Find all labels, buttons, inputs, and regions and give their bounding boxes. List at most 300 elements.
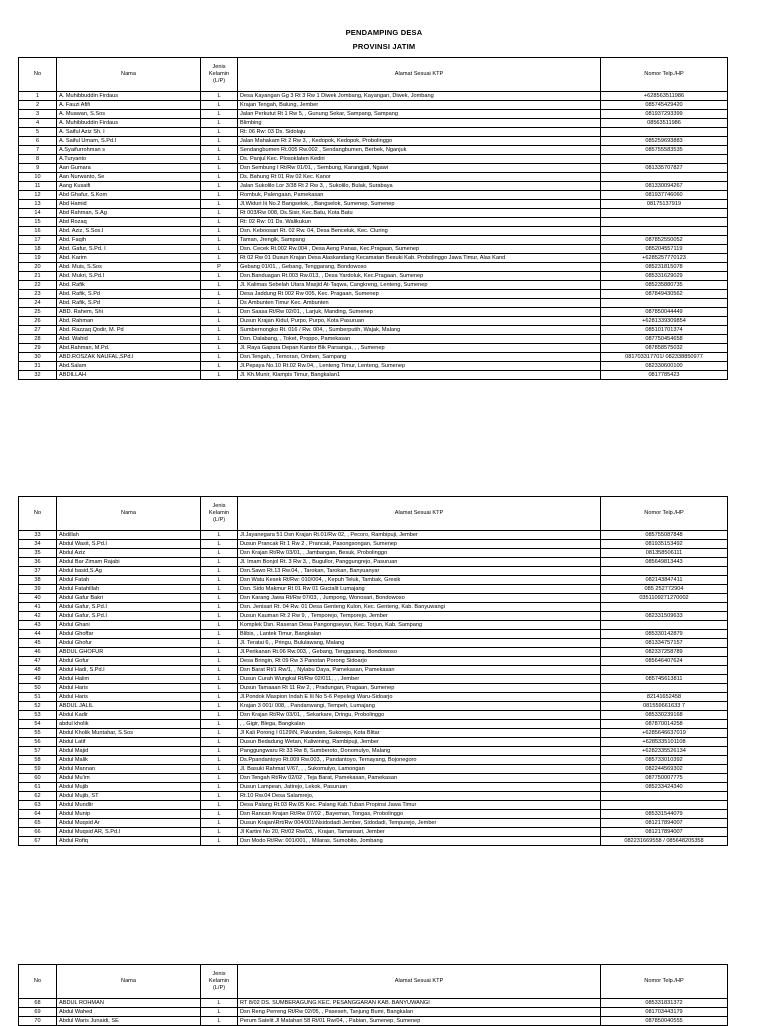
cell-nama: Abdul Mu'im — [57, 774, 201, 783]
cell-no: 7 — [19, 146, 57, 155]
cell-no: 22 — [19, 281, 57, 290]
table-row — [19, 128, 728, 137]
cell-nama: Abdul Fatah — [57, 576, 201, 585]
table-row — [19, 209, 728, 218]
cell-jenis-kelamin: L — [201, 119, 238, 128]
cell-telp: +6285257770123 — [601, 254, 728, 263]
cell-alamat: Blimbing — [238, 119, 601, 128]
cell-no: 51 — [19, 693, 57, 702]
cell-nama: A. Muawan, S.Sos — [57, 110, 201, 119]
cell-alamat: Dsn Barat Rt/1 Rw/1, , Nylabu Daya, Pamekasan, Pamekasan — [238, 666, 601, 675]
table-row — [19, 675, 728, 684]
cell-telp: 085733010392 — [601, 756, 728, 765]
cell-telp — [601, 218, 728, 227]
cell-telp: 081334757157 — [601, 639, 728, 648]
table-row — [19, 245, 728, 254]
cell-alamat: Jl.Jayanegara 51 Dsn Krajan Rt.01/Rw 02, , Pecoro, Rambipuji, Jember — [238, 531, 601, 540]
cell-jenis-kelamin: L — [201, 783, 238, 792]
cell-jenis-kelamin: L — [201, 200, 238, 209]
cell-alamat: Dusun Kauman Rt 2 Rw 9, , Temporejo, Temporejo, Jember — [238, 612, 601, 621]
cell-nama: ABD. Rahem, Shi — [57, 308, 201, 317]
cell-nama: Abdul Mundlir — [57, 801, 201, 810]
cell-telp: 085233424340 — [601, 783, 728, 792]
cell-nama: Abdul Wasit, S.Pd.I — [57, 540, 201, 549]
cell-telp: 087858575032 — [601, 344, 728, 353]
cell-telp: 085 252772904 — [601, 585, 728, 594]
cell-jenis-kelamin: L — [201, 828, 238, 837]
cell-alamat: Jalan Perkutut Rt 1 Rw 5, , Gunung Sekar, Sampang, Sampang — [238, 110, 601, 119]
cell-alamat: Dsn.Tengah, , Temoran, Omben, Sampang — [238, 353, 601, 362]
cell-alamat: Rt: 06 Rw: 03 Ds. Sidolaju — [238, 128, 601, 137]
cell-jenis-kelamin: L — [201, 765, 238, 774]
cell-no: 26 — [19, 317, 57, 326]
cell-telp: 087750454658 — [601, 335, 728, 344]
doc-title-line-2: PROVINSI JATIM — [352, 42, 416, 51]
table-row — [19, 765, 728, 774]
cell-alamat: Dsn Rancan Krajan Rt/Rw 07/02 , Bayeman, Tongas, Probolinggo — [238, 810, 601, 819]
cell-no: 57 — [19, 747, 57, 756]
cell-jenis-kelamin: L — [201, 594, 238, 603]
cell-telp: 082331509633 — [601, 612, 728, 621]
cell-telp — [601, 567, 728, 576]
table-row — [19, 738, 728, 747]
cell-no: 64 — [19, 810, 57, 819]
cell-jenis-kelamin: L — [201, 999, 238, 1008]
cell-alamat: Dsn Saasa Rt/Rw 02/01, , Larjuk, Manding, Sumenep — [238, 308, 601, 317]
cell-nama: Aang Kusaifi — [57, 182, 201, 191]
table-row — [19, 326, 728, 335]
cell-alamat: Sendangbumen Rt.005 Rw.002 , Sendangbumen, Berbek, Nganjuk — [238, 146, 601, 155]
cell-nama: Abdul Ghani — [57, 621, 201, 630]
cell-alamat: , , Gigir, Blega, Bangkalan — [238, 720, 601, 729]
data-table-1 — [18, 57, 728, 380]
cell-jenis-kelamin: L — [201, 819, 238, 828]
cell-telp: 081217894007 — [601, 828, 728, 837]
cell-nama: Abdul Bar Zimam Rajabi — [57, 558, 201, 567]
cell-jenis-kelamin: L — [201, 720, 238, 729]
table-row — [19, 792, 728, 801]
cell-no: 56 — [19, 738, 57, 747]
cell-no: 32 — [19, 371, 57, 380]
cell-no: 70 — [19, 1017, 57, 1026]
cell-telp: 082337258789 — [601, 648, 728, 657]
cell-alamat: Taman, Jrengik, Sampang — [238, 236, 601, 245]
table-row — [19, 146, 728, 155]
cell-jenis-kelamin: L — [201, 362, 238, 371]
cell-jenis-kelamin: L — [201, 335, 238, 344]
cell-telp: 081330094267 — [601, 182, 728, 191]
cell-nama: Abd. Rafik — [57, 281, 201, 290]
cell-alamat: Dsn.Banduagan Rt.003 Rw.013, , Desa Yardoluk, Kec.Pragaan, Sumenep — [238, 272, 601, 281]
table-row — [19, 362, 728, 371]
table-row — [19, 999, 728, 1008]
cell-no: 10 — [19, 173, 57, 182]
cell-no: 63 — [19, 801, 57, 810]
cell-alamat: Dusun Bedadung Wetan, Kaliwining, Rambipuji, Jember — [238, 738, 601, 747]
cell-telp — [601, 155, 728, 164]
cell-nama: Abdul Kholik Muntahar, S.Sos — [57, 729, 201, 738]
table-row — [19, 263, 728, 272]
cell-telp — [601, 209, 728, 218]
table-row — [19, 594, 728, 603]
cell-alamat: Rt 003/Rw 008, Ds.Sisir, Kec.Batu, Kota Batu — [238, 209, 601, 218]
header-telp: Nomor Telp./HP — [601, 58, 728, 92]
cell-no: 8 — [19, 155, 57, 164]
cell-nama: Abd. Muis, S.Sos — [57, 263, 201, 272]
cell-jenis-kelamin: L — [201, 290, 238, 299]
cell-alamat: Dsn Sembung I Rt/Rw 01/01, , Sembung, Karangjati, Ngawi — [238, 164, 601, 173]
cell-telp — [601, 128, 728, 137]
cell-jenis-kelamin: L — [201, 639, 238, 648]
table-row — [19, 630, 728, 639]
cell-alamat: Jl.Pepaya No.10 Rt.02 Rw.04, , Lenteng Timur, Lenteng, Sumenep — [238, 362, 601, 371]
cell-jenis-kelamin: L — [201, 344, 238, 353]
cell-telp: 085330239168 — [601, 711, 728, 720]
cell-jenis-kelamin: L — [201, 666, 238, 675]
cell-alamat: Rombuk, Palengaan, Pamekasan — [238, 191, 601, 200]
cell-nama: Abd Rahman, S.Ag — [57, 209, 201, 218]
cell-telp: 081358506111 — [601, 549, 728, 558]
cell-alamat: Jl. Imam Bonjol Rt. 3 Rw 3, , Bugullor, Panggungrejo, Pasuruan — [238, 558, 601, 567]
cell-alamat: Jl.Perikanan Rt.06 Rw.003, , Gebang, Tenggarang, Bondowoso — [238, 648, 601, 657]
cell-nama: Abdul Haris — [57, 693, 201, 702]
cell-no: 33 — [19, 531, 57, 540]
cell-no: 16 — [19, 227, 57, 236]
cell-alamat: Rt.10 Rw.04 Desa Salamrejo, — [238, 792, 601, 801]
cell-jenis-kelamin: L — [201, 245, 238, 254]
table-row — [19, 720, 728, 729]
cell-alamat: Krajan 3 001/ 008, , Pandanwangi, Tempeh, Lumajang — [238, 702, 601, 711]
cell-no: 30 — [19, 353, 57, 362]
cell-nama: Abdul Halim — [57, 675, 201, 684]
header-jenis-kelamin: Jenis Kelamin (L/P) — [201, 965, 238, 999]
cell-alamat: Ds. Bahung Rt 01 Rw 02 Kec. Kanor — [238, 173, 601, 182]
cell-alamat: Krajan Tengah, Balung, Jember — [238, 101, 601, 110]
cell-no: 17 — [19, 236, 57, 245]
cell-no: 18 — [19, 245, 57, 254]
cell-telp — [601, 684, 728, 693]
table-row — [19, 531, 728, 540]
cell-nama: Abdul Waris Junaidi, SE — [57, 1017, 201, 1026]
cell-jenis-kelamin: L — [201, 540, 238, 549]
cell-nama: A. Fauzi Afifi — [57, 101, 201, 110]
cell-jenis-kelamin: L — [201, 308, 238, 317]
cell-jenis-kelamin: L — [201, 702, 238, 711]
cell-no: 21 — [19, 272, 57, 281]
cell-jenis-kelamin: L — [201, 657, 238, 666]
table-row — [19, 119, 728, 128]
cell-nama: Abd. Wahid — [57, 335, 201, 344]
cell-no: 9 — [19, 164, 57, 173]
table-row — [19, 810, 728, 819]
cell-nama: ABDILLAH — [57, 371, 201, 380]
cell-jenis-kelamin: L — [201, 128, 238, 137]
cell-jenis-kelamin: L — [201, 576, 238, 585]
cell-alamat: Dsn Krajan Rt/Rw 03/01, , Jambangan, Besuk, Probolinggo — [238, 549, 601, 558]
table-row — [19, 227, 728, 236]
table-row — [19, 155, 728, 164]
cell-nama: Aan Gumara — [57, 164, 201, 173]
cell-telp: +6281339309854 — [601, 317, 728, 326]
cell-telp: 085259693883 — [601, 137, 728, 146]
cell-jenis-kelamin: L — [201, 137, 238, 146]
cell-telp: 087852550052 — [601, 236, 728, 245]
cell-jenis-kelamin: L — [201, 173, 238, 182]
table-row — [19, 110, 728, 119]
cell-nama: Abdul Mannan — [57, 765, 201, 774]
table-row — [19, 236, 728, 245]
cell-alamat: Dusun Tamaaan Rt 11 Rw 2, , Pradungan, Pragaan, Sumenep — [238, 684, 601, 693]
cell-nama: Abdul Rofiq — [57, 837, 201, 846]
table-row — [19, 218, 728, 227]
cell-alamat: Dsn. Dalabang, , Toket, Proppo, Pamekasan — [238, 335, 601, 344]
cell-nama: Abdul Hadi, S.Pd.I — [57, 666, 201, 675]
cell-nama: Abdul Kadir — [57, 711, 201, 720]
table-row — [19, 558, 728, 567]
cell-no: 42 — [19, 612, 57, 621]
cell-alamat: Jl. Kalimas Sebelah Utara Masjid At-Taqwa, Cangkreng, Lenteng, Sumenep — [238, 281, 601, 290]
cell-jenis-kelamin: L — [201, 531, 238, 540]
cell-nama: Abdul Haris — [57, 684, 201, 693]
cell-no: 61 — [19, 783, 57, 792]
table-row — [19, 182, 728, 191]
cell-nama: Abdul Muqsid AR, S.Pd.I — [57, 828, 201, 837]
cell-telp — [601, 299, 728, 308]
table-row — [19, 828, 728, 837]
cell-no: 54 — [19, 720, 57, 729]
cell-no: 59 — [19, 765, 57, 774]
cell-telp — [601, 603, 728, 612]
cell-alamat: RT 8/02 DS. SUMBERAGUNG KEC. PESANGGARAN KAB. BANYUWANGI — [238, 999, 601, 1008]
cell-no: 31 — [19, 362, 57, 371]
cell-alamat: Jl Kali Porong I 0129\N, Pakunden, Sukorejo, Kota Blitar — [238, 729, 601, 738]
cell-telp: 085204557119 — [601, 245, 728, 254]
cell-telp: 081937293399 — [601, 110, 728, 119]
table-header-row — [19, 497, 728, 531]
cell-alamat: Ds.Ppandantoyo Rt.009 Rw.003, , Pandantoyo, Ternayang, Bojonegoro — [238, 756, 601, 765]
table-row — [19, 621, 728, 630]
table-row — [19, 684, 728, 693]
header-no: No — [19, 58, 57, 92]
cell-telp: 08175137919 — [601, 200, 728, 209]
cell-no: 34 — [19, 540, 57, 549]
cell-nama: Abd.Rahman, M.Pd. — [57, 344, 201, 353]
cell-nama: Abdillah — [57, 531, 201, 540]
cell-no: 15 — [19, 218, 57, 227]
cell-nama: Abd. Razzaq Qodir, M. Pd — [57, 326, 201, 335]
cell-telp — [601, 227, 728, 236]
cell-jenis-kelamin: L — [201, 281, 238, 290]
cell-jenis-kelamin: L — [201, 110, 238, 119]
cell-no: 43 — [19, 621, 57, 630]
cell-telp: 0817785423 — [601, 371, 728, 380]
header-nama: Nama — [57, 965, 201, 999]
cell-telp: 087870014258 — [601, 720, 728, 729]
cell-nama: Abdul basid,S.Ag — [57, 567, 201, 576]
cell-alamat: Dsn Karang Jawa Rt/Rw 07/03, , Jumpong, Wonosari, Bondowoso — [238, 594, 601, 603]
cell-alamat: Blibis, , Lantek Timur, Bangkalan — [238, 630, 601, 639]
cell-telp: 08563511986 — [601, 119, 728, 128]
cell-no: 24 — [19, 299, 57, 308]
cell-telp: 082231669558 / 085648205358 — [601, 837, 728, 846]
cell-jenis-kelamin: L — [201, 738, 238, 747]
cell-no: 2 — [19, 101, 57, 110]
cell-nama: Abdul Ghoffar — [57, 630, 201, 639]
table-row — [19, 92, 728, 101]
cell-jenis-kelamin: L — [201, 164, 238, 173]
table-row — [19, 308, 728, 317]
cell-alamat: Jl. Basuki Rahmat V/67, , , Sukomulyo, Lamongan — [238, 765, 601, 774]
cell-no: 69 — [19, 1008, 57, 1017]
table-row — [19, 639, 728, 648]
cell-alamat: Dusun Curah Wungkal Rt/Rw 02/011, , , Jember — [238, 675, 601, 684]
cell-no: 53 — [19, 711, 57, 720]
cell-no: 5 — [19, 128, 57, 137]
cell-telp: 087850040555 — [601, 1017, 728, 1026]
cell-telp: 0351109271270002 — [601, 594, 728, 603]
table-row — [19, 603, 728, 612]
cell-no: 1 — [19, 92, 57, 101]
table-row — [19, 254, 728, 263]
table-row — [19, 299, 728, 308]
cell-no: 44 — [19, 630, 57, 639]
cell-no: 19 — [19, 254, 57, 263]
cell-alamat: Jl. Kh.Munir, Klampis Timur, Bangkalan1 — [238, 371, 601, 380]
header-jenis-kelamin: Jenis Kelamin (L/P) — [201, 58, 238, 92]
cell-jenis-kelamin: L — [201, 648, 238, 657]
cell-jenis-kelamin: L — [201, 371, 238, 380]
cell-jenis-kelamin: L — [201, 630, 238, 639]
table-row — [19, 191, 728, 200]
cell-nama: ABDUL ROHMAN — [57, 999, 201, 1008]
cell-nama: A. Muhibbuddin Firdaus — [57, 119, 201, 128]
cell-telp: 085231815078 — [601, 263, 728, 272]
cell-telp: 085330142879 — [601, 630, 728, 639]
cell-telp: 087750007775 — [601, 774, 728, 783]
cell-no: 47 — [19, 657, 57, 666]
data-table-2 — [18, 496, 728, 846]
table-row — [19, 666, 728, 675]
cell-jenis-kelamin: L — [201, 756, 238, 765]
cell-nama: Abd. Gafur, S.Pd. I — [57, 245, 201, 254]
header-telp: Nomor Telp./HP — [601, 965, 728, 999]
cell-alamat: Dsn. Sido Makmur Rt 01 Rw 01 Gucialit Lumajang — [238, 585, 601, 594]
cell-nama: Abd. Rafik, S.Pd — [57, 299, 201, 308]
cell-telp: 085235880735 — [601, 281, 728, 290]
table-row — [19, 353, 728, 362]
cell-no: 52 — [19, 702, 57, 711]
cell-nama: Abdul Ghofur — [57, 639, 201, 648]
cell-nama: Abdul Wahed — [57, 1008, 201, 1017]
cell-alamat: Dsn.Sawo Rt.13 Rw.04, , Tarokan, Tarokan, Banyuanyar — [238, 567, 601, 576]
cell-no: 46 — [19, 648, 57, 657]
cell-jenis-kelamin: L — [201, 236, 238, 245]
table-row — [19, 200, 728, 209]
table-row — [19, 317, 728, 326]
cell-jenis-kelamin: P — [201, 263, 238, 272]
table-row — [19, 1008, 728, 1017]
table-row — [19, 371, 728, 380]
cell-jenis-kelamin: L — [201, 326, 238, 335]
table-row — [19, 335, 728, 344]
cell-no: 66 — [19, 828, 57, 837]
cell-no: 29 — [19, 344, 57, 353]
cell-nama: A.Syaifurrohman s — [57, 146, 201, 155]
cell-telp — [601, 173, 728, 182]
table-row — [19, 585, 728, 594]
table-row — [19, 164, 728, 173]
cell-jenis-kelamin: L — [201, 299, 238, 308]
cell-telp: 085745613811 — [601, 675, 728, 684]
data-table-3 — [18, 964, 728, 1026]
cell-alamat: Dusun Lampean, Jatirejo, Lekok, Pasuruan — [238, 783, 601, 792]
cell-no: 62 — [19, 792, 57, 801]
cell-telp: 085745429420 — [601, 101, 728, 110]
header-nama: Nama — [57, 58, 201, 92]
cell-alamat: Dsn Watu Kesek Rt/Rw: 010/004, , Kepuh Teluk, Tambak, Gresik — [238, 576, 601, 585]
cell-no: 40 — [19, 594, 57, 603]
cell-jenis-kelamin: L — [201, 801, 238, 810]
cell-no: 58 — [19, 756, 57, 765]
table-row — [19, 549, 728, 558]
cell-telp: 085101701374 — [601, 326, 728, 335]
table-header-row — [19, 58, 728, 92]
header-alamat: Alamat Sesuai KTP — [238, 497, 601, 531]
cell-nama: Abd. Rafik, S.Pd — [57, 290, 201, 299]
table-header-row — [19, 965, 728, 999]
cell-telp: 087849430562 — [601, 290, 728, 299]
cell-nama: Abdul Mujib — [57, 783, 201, 792]
cell-telp: 081335707827 — [601, 164, 728, 173]
cell-nama: Abdul Gofur — [57, 657, 201, 666]
cell-alamat: Jalan Sukolilo Lor 3/38 Rt 2 Rw 3, , Sukolilo, Bulak, Surabaya — [238, 182, 601, 191]
cell-no: 35 — [19, 549, 57, 558]
cell-telp: 082244569302 — [601, 765, 728, 774]
cell-nama: A. Muhibbuddin Firdaus — [57, 92, 201, 101]
cell-jenis-kelamin: L — [201, 621, 238, 630]
table-row — [19, 344, 728, 353]
cell-telp: +628563511986 — [601, 92, 728, 101]
cell-alamat: Jl.Pondok Maspion Indah E Iii No 5-6 Pepelegi Waru-Sidoarjo — [238, 693, 601, 702]
cell-alamat: Dsn. Cecek Rt.002 Rw.004 , Desa Aeng Panas, Kec.Pragaan, Sumenep — [238, 245, 601, 254]
table-row — [19, 837, 728, 846]
cell-no: 11 — [19, 182, 57, 191]
cell-nama: Abdul Gafur, S.Pd.I — [57, 612, 201, 621]
cell-nama: ABDUL JALIL — [57, 702, 201, 711]
cell-no: 25 — [19, 308, 57, 317]
cell-alamat: Desa Jaddung Rt 002 Rw 005, Kec. Pragaan, Sumenep — [238, 290, 601, 299]
cell-no: 3 — [19, 110, 57, 119]
cell-telp: 085646407624 — [601, 657, 728, 666]
table-row — [19, 272, 728, 281]
cell-jenis-kelamin: L — [201, 729, 238, 738]
header-no: No — [19, 497, 57, 531]
cell-no: 48 — [19, 666, 57, 675]
cell-alamat: Rt 02 Rw 01 Dusun Krajan Desa Alaskandang Kecamatan Besuki Kab. Probolinggo Jawa Timur, Alas Kand — [238, 254, 601, 263]
cell-alamat: Ds Ambunten Timur Kec. Ambunten — [238, 299, 601, 308]
table-row — [19, 540, 728, 549]
cell-telp: +6285646637019 — [601, 729, 728, 738]
cell-nama: Abd Rozaq — [57, 218, 201, 227]
table-row — [19, 747, 728, 756]
cell-telp: 081559661633 7 — [601, 702, 728, 711]
cell-alamat: Jl.Widuri Iii No.2 Bangselok, , Bangselok, Sumenep, Sumenep — [238, 200, 601, 209]
cell-jenis-kelamin: L — [201, 353, 238, 362]
cell-telp: 085649813443 — [601, 558, 728, 567]
cell-no: 45 — [19, 639, 57, 648]
header-no: No — [19, 965, 57, 999]
cell-telp: 085331831372 — [601, 999, 728, 1008]
